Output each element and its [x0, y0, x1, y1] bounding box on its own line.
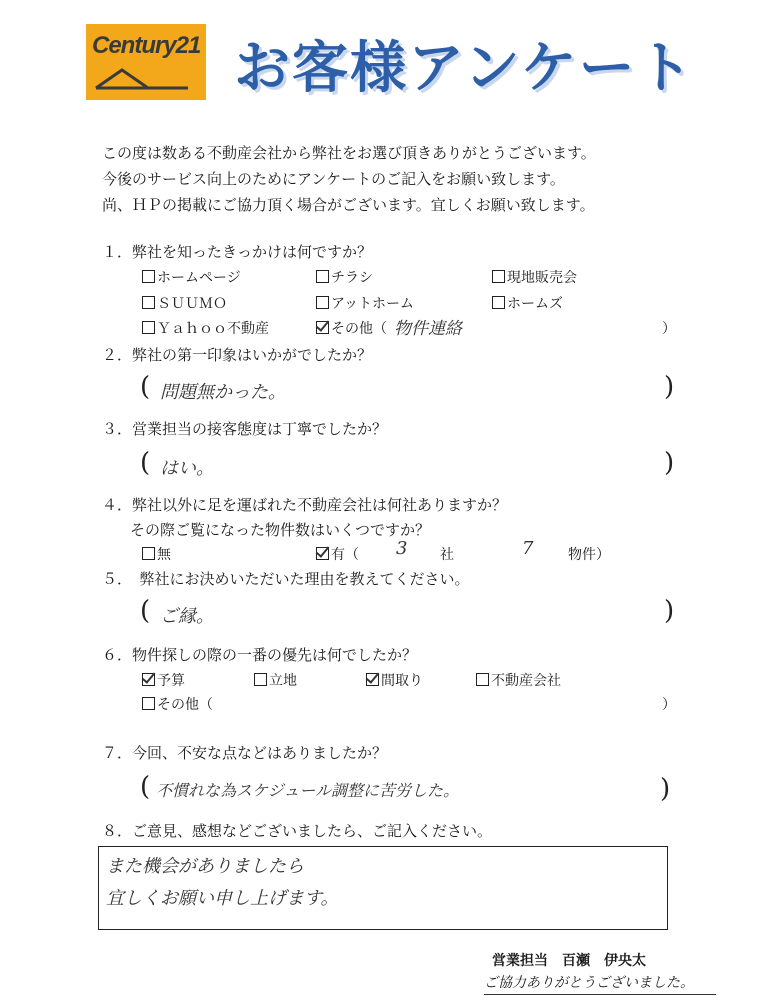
question-6: ６．物件探しの際の一番の優先は何でしたか？ — [102, 646, 418, 664]
q1-option-homes[interactable]: ホームズ — [492, 293, 563, 313]
question-4-sub: その際ご覧になった物件数はいくつですか？ — [130, 521, 431, 539]
answer-open-paren: ( — [140, 448, 151, 478]
checkbox[interactable] — [492, 296, 505, 309]
q6-option-agency[interactable]: 不動産会社 — [476, 670, 561, 690]
question-8: ８．ご意見、感想などございましたら、ご記入ください。 — [102, 822, 493, 840]
intro-line-3: 尚、ＨＰの掲載にご協力頂く場合がございます。宜しくお願い致します。 — [102, 196, 595, 214]
q1-option-open-house[interactable]: 現地販売会 — [492, 267, 577, 287]
checkbox[interactable] — [316, 296, 329, 309]
house-roof-icon — [92, 64, 192, 92]
q7-answer: 不慣れな為スケジュール調整に苦労した。 — [156, 781, 460, 800]
q4-option-yes[interactable]: 有（ — [316, 544, 359, 564]
checkbox[interactable] — [142, 321, 155, 334]
intro-line-2: 今後のサービス向上のためにアンケートのご記入をお願い致します。 — [102, 170, 565, 188]
question-5: ５． 弊社にお決めいただいた理由を教えてください。 — [102, 570, 470, 588]
question-1: １．弊社を知ったきっかけは何ですか？ — [102, 243, 373, 261]
q4-companies-unit: 社 — [440, 547, 454, 563]
q2-answer: 問題無かった。 — [160, 382, 286, 403]
checkbox[interactable] — [142, 547, 155, 560]
q1-other-answer: 物件連絡 — [394, 319, 462, 339]
q1-option-other[interactable]: その他（ — [316, 318, 387, 338]
checkbox-checked[interactable] — [366, 673, 379, 686]
q6-close-paren: ） — [662, 697, 676, 713]
answer-close-paren: ) — [660, 774, 671, 804]
q4-option-none[interactable]: 無 — [142, 544, 171, 564]
q6-option-budget[interactable]: 予算 — [142, 670, 185, 690]
q1-option-yahoo[interactable]: Ｙａｈｏｏ不動産 — [142, 318, 269, 338]
q4-properties-count: 7 — [522, 538, 534, 559]
q1-option-suumo[interactable]: ＳＵＵＭＯ — [142, 293, 227, 313]
answer-open-paren: ( — [140, 772, 151, 802]
q6-option-location[interactable]: 立地 — [254, 670, 297, 690]
q3-answer: はい。 — [160, 458, 214, 479]
q6-option-layout[interactable]: 間取り — [366, 670, 423, 690]
comment-line-1: また機会がありましたら — [106, 856, 304, 877]
comment-line-2: 宜しくお願い申し上げます。 — [106, 888, 339, 909]
checkbox-checked[interactable] — [142, 673, 155, 686]
intro-line-1: この度は数ある不動産会社から弊社をお選び頂きありがとうございます。 — [102, 144, 596, 162]
answer-close-paren: ) — [664, 596, 675, 626]
checkbox[interactable] — [316, 270, 329, 283]
checkbox-checked[interactable] — [316, 547, 329, 560]
question-7: ７．今回、不安な点などはありましたか？ — [102, 744, 388, 762]
checkbox[interactable] — [492, 270, 505, 283]
staff-name: 営業担当 百瀬 伊央太 — [492, 953, 646, 969]
checkbox[interactable] — [254, 673, 267, 686]
q1-close-paren: ） — [662, 321, 676, 337]
question-2: ２．弊社の第一印象はいかがでしたか？ — [102, 346, 373, 364]
checkbox[interactable] — [142, 270, 155, 283]
thanks-message: ご協力ありがとうございました。 — [484, 972, 716, 995]
q1-option-flyer[interactable]: チラシ — [316, 267, 373, 287]
answer-close-paren: ) — [664, 448, 675, 478]
company-logo — [86, 24, 206, 100]
answer-close-paren: ) — [664, 372, 675, 402]
checkbox[interactable] — [476, 673, 489, 686]
checkbox-checked[interactable] — [316, 321, 329, 334]
q1-option-athome[interactable]: アットホーム — [316, 293, 414, 313]
answer-open-paren: ( — [140, 596, 151, 626]
answer-open-paren: ( — [140, 372, 151, 402]
q4-properties-unit: 物件） — [568, 547, 610, 563]
logo-wordmark: Century21 — [92, 32, 201, 59]
question-3: ３．営業担当の接客態度は丁寧でしたか？ — [102, 420, 388, 438]
checkbox[interactable] — [142, 296, 155, 309]
q4-companies-count: 3 — [396, 538, 408, 559]
q5-answer: ご縁。 — [160, 606, 214, 627]
q1-option-homepage[interactable]: ホームページ — [142, 267, 241, 287]
question-4: ４．弊社以外に足を運ばれた不動産会社は何社ありますか？ — [102, 496, 508, 514]
q6-option-other[interactable]: その他（ — [142, 694, 213, 714]
page-title: お客様アンケート — [234, 35, 695, 101]
checkbox[interactable] — [142, 697, 155, 710]
